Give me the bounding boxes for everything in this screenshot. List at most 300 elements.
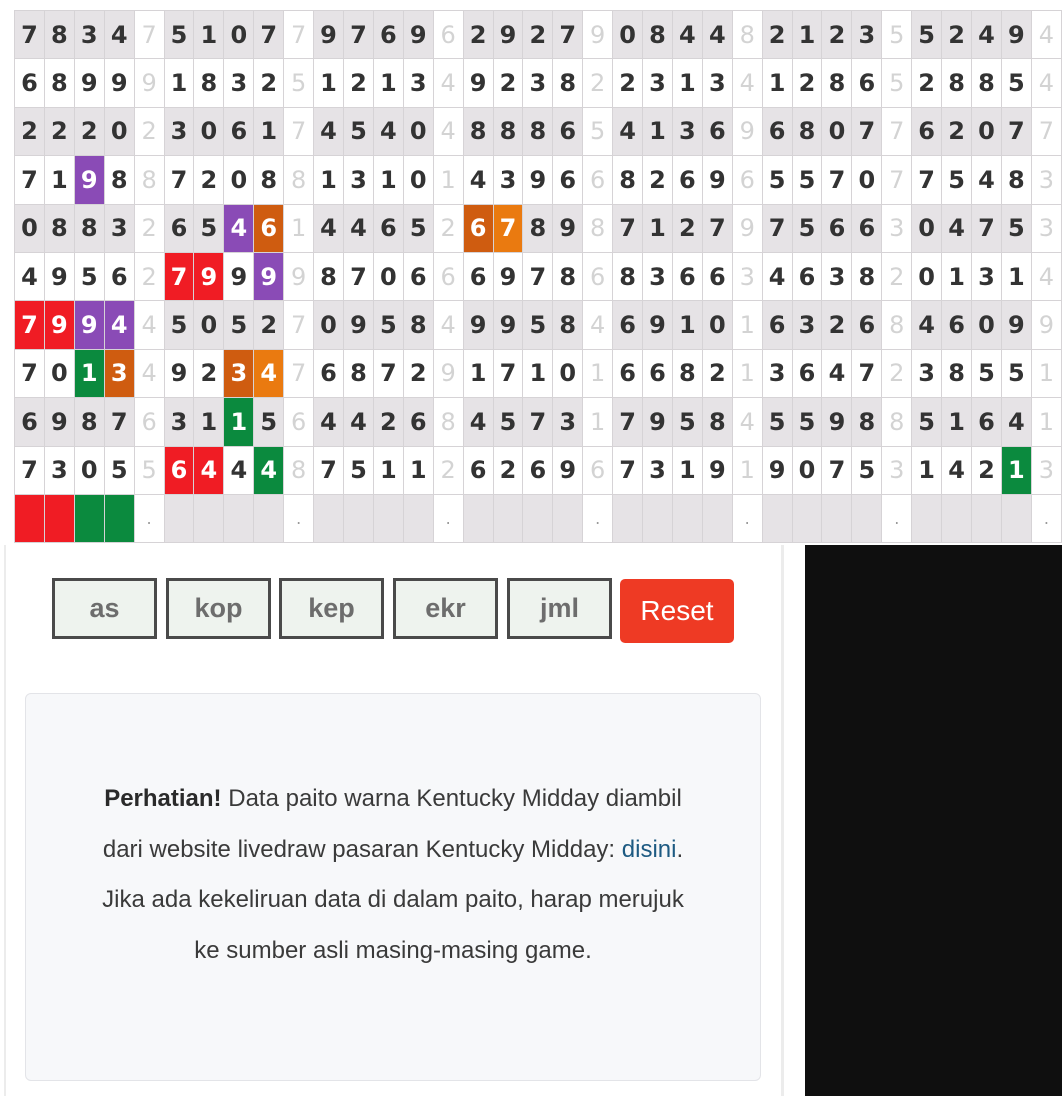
color-swatch-cell[interactable]	[912, 494, 942, 542]
color-swatch-cell[interactable]	[643, 494, 673, 542]
paito-digit-cell[interactable]: 9	[762, 446, 792, 494]
paito-digit-cell[interactable]: 2	[343, 59, 373, 107]
paito-digit-cell[interactable]: 6	[373, 11, 403, 59]
paito-digit-cell[interactable]: 4	[463, 398, 493, 446]
paito-digit-cell[interactable]: 6	[822, 204, 852, 252]
paito-digit-cell[interactable]: 1	[762, 59, 792, 107]
paito-digit-cell[interactable]: 7	[972, 204, 1002, 252]
paito-digit-cell[interactable]: 4	[194, 446, 224, 494]
paito-digit-cell[interactable]: 3	[104, 204, 134, 252]
paito-digit-cell[interactable]: 3	[164, 398, 194, 446]
paito-digit-cell[interactable]: 9	[643, 301, 673, 349]
paito-digit-cell[interactable]: 3	[224, 349, 254, 397]
paito-digit-cell[interactable]: 9	[822, 398, 852, 446]
paito-digit-cell[interactable]: 3	[224, 59, 254, 107]
paito-digit-cell[interactable]: 6	[942, 301, 972, 349]
paito-digit-cell[interactable]: 4	[343, 398, 373, 446]
color-swatch-cell[interactable]	[972, 494, 1002, 542]
paito-digit-cell[interactable]: 5	[792, 156, 822, 204]
paito-digit-cell[interactable]: 3	[702, 59, 732, 107]
paito-digit-cell[interactable]: 2	[792, 59, 822, 107]
paito-digit-cell[interactable]: 9	[44, 398, 74, 446]
paito-digit-cell[interactable]: 8	[972, 59, 1002, 107]
paito-digit-cell[interactable]: 6	[373, 204, 403, 252]
paito-digit-cell[interactable]: 9	[463, 301, 493, 349]
paito-digit-cell[interactable]: 5	[792, 204, 822, 252]
paito-digit-cell[interactable]: 5	[343, 446, 373, 494]
color-swatch-cell[interactable]	[74, 494, 104, 542]
color-swatch-cell[interactable]	[104, 494, 134, 542]
paito-digit-cell[interactable]: 7	[493, 204, 523, 252]
paito-digit-cell[interactable]: 5	[254, 398, 284, 446]
paito-digit-cell[interactable]: 4	[314, 107, 344, 155]
paito-digit-cell[interactable]: 6	[852, 59, 882, 107]
paito-digit-cell[interactable]: 1	[44, 156, 74, 204]
paito-digit-cell[interactable]: 7	[822, 446, 852, 494]
paito-digit-cell[interactable]: 5	[852, 446, 882, 494]
paito-digit-cell[interactable]: 2	[44, 107, 74, 155]
paito-digit-cell[interactable]: 4	[15, 252, 45, 300]
paito-digit-cell[interactable]: 4	[224, 204, 254, 252]
paito-digit-cell[interactable]: 4	[104, 301, 134, 349]
paito-digit-cell[interactable]: 6	[553, 156, 583, 204]
paito-digit-cell[interactable]: 2	[523, 11, 553, 59]
paito-digit-cell[interactable]: 8	[74, 398, 104, 446]
paito-digit-cell[interactable]: 7	[762, 204, 792, 252]
paito-digit-cell[interactable]: 4	[762, 252, 792, 300]
paito-digit-cell[interactable]: 5	[1001, 59, 1031, 107]
paito-digit-cell[interactable]: 8	[314, 252, 344, 300]
paito-digit-cell[interactable]: 9	[194, 252, 224, 300]
paito-digit-cell[interactable]: 4	[104, 11, 134, 59]
ekr-input[interactable]	[393, 578, 498, 639]
paito-digit-cell[interactable]: 2	[822, 11, 852, 59]
paito-digit-cell[interactable]: 6	[523, 446, 553, 494]
paito-digit-cell[interactable]: 0	[912, 204, 942, 252]
paito-digit-cell[interactable]: 6	[164, 204, 194, 252]
paito-digit-cell[interactable]: 8	[1001, 156, 1031, 204]
paito-digit-cell[interactable]: 9	[493, 11, 523, 59]
paito-digit-cell[interactable]: 0	[852, 156, 882, 204]
paito-digit-cell[interactable]: 6	[164, 446, 194, 494]
paito-digit-cell[interactable]: 0	[373, 252, 403, 300]
paito-digit-cell[interactable]: 6	[702, 107, 732, 155]
paito-digit-cell[interactable]: 9	[523, 156, 553, 204]
paito-digit-cell[interactable]: 2	[613, 59, 643, 107]
paito-digit-cell[interactable]: 7	[164, 252, 194, 300]
paito-digit-cell[interactable]: 7	[523, 398, 553, 446]
paito-digit-cell[interactable]: 0	[972, 301, 1002, 349]
paito-digit-cell[interactable]: 4	[912, 301, 942, 349]
paito-digit-cell[interactable]: 1	[792, 11, 822, 59]
paito-digit-cell[interactable]: 9	[553, 446, 583, 494]
color-swatch-cell[interactable]	[15, 494, 45, 542]
paito-digit-cell[interactable]: 2	[493, 446, 523, 494]
paito-digit-cell[interactable]: 3	[643, 252, 673, 300]
paito-digit-cell[interactable]: 2	[194, 156, 224, 204]
paito-digit-cell[interactable]: 8	[942, 349, 972, 397]
paito-digit-cell[interactable]: 9	[104, 59, 134, 107]
paito-digit-cell[interactable]: 0	[15, 204, 45, 252]
paito-digit-cell[interactable]: 7	[852, 349, 882, 397]
paito-digit-cell[interactable]: 6	[613, 301, 643, 349]
paito-digit-cell[interactable]: 6	[762, 301, 792, 349]
paito-digit-cell[interactable]: 9	[643, 398, 673, 446]
paito-digit-cell[interactable]: 9	[702, 156, 732, 204]
paito-digit-cell[interactable]: 4	[822, 349, 852, 397]
paito-digit-cell[interactable]: 5	[912, 11, 942, 59]
paito-digit-cell[interactable]: 4	[613, 107, 643, 155]
paito-digit-cell[interactable]: 9	[164, 349, 194, 397]
paito-digit-cell[interactable]: 6	[792, 252, 822, 300]
paito-digit-cell[interactable]: 8	[343, 349, 373, 397]
paito-digit-cell[interactable]: 9	[224, 252, 254, 300]
paito-digit-cell[interactable]: 6	[553, 107, 583, 155]
paito-digit-cell[interactable]: 0	[74, 446, 104, 494]
paito-digit-cell[interactable]: 8	[194, 59, 224, 107]
paito-digit-cell[interactable]: 6	[463, 204, 493, 252]
paito-digit-cell[interactable]: 3	[852, 11, 882, 59]
paito-digit-cell[interactable]: 2	[254, 301, 284, 349]
paito-digit-cell[interactable]: 1	[403, 446, 433, 494]
paito-digit-cell[interactable]: 5	[373, 301, 403, 349]
paito-digit-cell[interactable]: 0	[702, 301, 732, 349]
paito-digit-cell[interactable]: 2	[672, 204, 702, 252]
paito-digit-cell[interactable]: 3	[792, 301, 822, 349]
paito-digit-cell[interactable]: 7	[613, 446, 643, 494]
reset-button[interactable]: Reset	[620, 579, 734, 643]
paito-digit-cell[interactable]: 3	[822, 252, 852, 300]
paito-digit-cell[interactable]: 7	[314, 446, 344, 494]
paito-digit-cell[interactable]: 3	[343, 156, 373, 204]
paito-digit-cell[interactable]: 6	[314, 349, 344, 397]
paito-digit-cell[interactable]: 0	[403, 107, 433, 155]
color-swatch-cell[interactable]	[523, 494, 553, 542]
paito-digit-cell[interactable]: 4	[972, 11, 1002, 59]
paito-digit-cell[interactable]: 8	[553, 252, 583, 300]
paito-digit-cell[interactable]: 8	[463, 107, 493, 155]
paito-digit-cell[interactable]: 2	[762, 11, 792, 59]
paito-digit-cell[interactable]: 8	[613, 156, 643, 204]
paito-digit-cell[interactable]: 7	[373, 349, 403, 397]
paito-digit-cell[interactable]: 5	[972, 349, 1002, 397]
color-swatch-cell[interactable]	[254, 494, 284, 542]
paito-digit-cell[interactable]: 9	[493, 301, 523, 349]
paito-digit-cell[interactable]: 1	[643, 204, 673, 252]
paito-digit-cell[interactable]: 5	[164, 11, 194, 59]
paito-digit-cell[interactable]: 4	[672, 11, 702, 59]
jml-input[interactable]	[507, 578, 612, 639]
paito-digit-cell[interactable]: 6	[463, 252, 493, 300]
as-input[interactable]	[52, 578, 157, 639]
paito-digit-cell[interactable]: 8	[852, 398, 882, 446]
paito-digit-cell[interactable]: 7	[343, 252, 373, 300]
paito-digit-cell[interactable]: 1	[254, 107, 284, 155]
paito-digit-cell[interactable]: 2	[15, 107, 45, 155]
paito-digit-cell[interactable]: 1	[672, 446, 702, 494]
kep-input[interactable]	[279, 578, 384, 639]
paito-digit-cell[interactable]: 8	[493, 107, 523, 155]
paito-digit-cell[interactable]: 6	[104, 252, 134, 300]
paito-digit-cell[interactable]: 8	[44, 11, 74, 59]
paito-digit-cell[interactable]: 6	[643, 349, 673, 397]
paito-digit-cell[interactable]: 7	[254, 11, 284, 59]
paito-digit-cell[interactable]: 6	[672, 156, 702, 204]
color-swatch-cell[interactable]	[463, 494, 493, 542]
paito-digit-cell[interactable]: 2	[942, 107, 972, 155]
paito-digit-cell[interactable]: 8	[672, 349, 702, 397]
paito-digit-cell[interactable]: 7	[104, 398, 134, 446]
paito-digit-cell[interactable]: 8	[523, 107, 553, 155]
color-swatch-cell[interactable]	[613, 494, 643, 542]
paito-digit-cell[interactable]: 7	[15, 156, 45, 204]
paito-digit-cell[interactable]: 7	[613, 398, 643, 446]
paito-digit-cell[interactable]: 2	[702, 349, 732, 397]
paito-digit-cell[interactable]: 9	[343, 301, 373, 349]
paito-digit-cell[interactable]: 3	[972, 252, 1002, 300]
paito-digit-cell[interactable]: 4	[972, 156, 1002, 204]
paito-digit-cell[interactable]: 6	[224, 107, 254, 155]
paito-digit-cell[interactable]: 2	[373, 398, 403, 446]
paito-digit-cell[interactable]: 8	[553, 59, 583, 107]
paito-digit-cell[interactable]: 2	[194, 349, 224, 397]
paito-digit-cell[interactable]: 9	[1001, 301, 1031, 349]
color-swatch-cell[interactable]	[194, 494, 224, 542]
paito-digit-cell[interactable]: 7	[493, 349, 523, 397]
paito-digit-cell[interactable]: 1	[1001, 252, 1031, 300]
color-swatch-cell[interactable]	[702, 494, 732, 542]
paito-digit-cell[interactable]: 3	[493, 156, 523, 204]
paito-digit-cell[interactable]: 6	[852, 204, 882, 252]
color-swatch-cell[interactable]	[343, 494, 373, 542]
paito-digit-cell[interactable]: 7	[822, 156, 852, 204]
paito-digit-cell[interactable]: 5	[224, 301, 254, 349]
paito-digit-cell[interactable]: 2	[254, 59, 284, 107]
paito-digit-cell[interactable]: 4	[1001, 398, 1031, 446]
paito-digit-cell[interactable]: 6	[972, 398, 1002, 446]
paito-digit-cell[interactable]: 0	[912, 252, 942, 300]
paito-digit-cell[interactable]: 5	[1001, 349, 1031, 397]
color-swatch-cell[interactable]	[1001, 494, 1031, 542]
paito-digit-cell[interactable]: 4	[373, 107, 403, 155]
paito-digit-cell[interactable]: 6	[852, 301, 882, 349]
color-swatch-cell[interactable]	[942, 494, 972, 542]
paito-digit-cell[interactable]: 9	[44, 301, 74, 349]
paito-digit-cell[interactable]: 0	[822, 107, 852, 155]
paito-digit-cell[interactable]: 4	[463, 156, 493, 204]
paito-digit-cell[interactable]: 3	[912, 349, 942, 397]
paito-digit-cell[interactable]: 7	[702, 204, 732, 252]
paito-digit-cell[interactable]: 7	[852, 107, 882, 155]
paito-digit-cell[interactable]: 5	[74, 252, 104, 300]
paito-digit-cell[interactable]: 1	[643, 107, 673, 155]
paito-digit-cell[interactable]: 3	[643, 59, 673, 107]
paito-digit-cell[interactable]: 8	[74, 204, 104, 252]
paito-digit-cell[interactable]: 1	[373, 156, 403, 204]
color-swatch-cell[interactable]	[44, 494, 74, 542]
paito-digit-cell[interactable]: 9	[74, 156, 104, 204]
paito-digit-cell[interactable]: 1	[314, 59, 344, 107]
paito-digit-cell[interactable]: 1	[912, 446, 942, 494]
paito-digit-cell[interactable]: 1	[1001, 446, 1031, 494]
paito-digit-cell[interactable]: 8	[553, 301, 583, 349]
paito-digit-cell[interactable]: 3	[523, 59, 553, 107]
paito-digit-cell[interactable]: 5	[403, 204, 433, 252]
paito-digit-cell[interactable]: 0	[224, 156, 254, 204]
color-swatch-cell[interactable]	[164, 494, 194, 542]
paito-digit-cell[interactable]: 1	[314, 156, 344, 204]
color-swatch-cell[interactable]	[493, 494, 523, 542]
paito-digit-cell[interactable]: 1	[463, 349, 493, 397]
paito-digit-cell[interactable]: 1	[672, 59, 702, 107]
paito-digit-cell[interactable]: 6	[613, 349, 643, 397]
paito-digit-cell[interactable]: 1	[942, 398, 972, 446]
paito-digit-cell[interactable]: 1	[373, 59, 403, 107]
paito-digit-cell[interactable]: 9	[254, 252, 284, 300]
paito-digit-cell[interactable]: 8	[822, 59, 852, 107]
paito-digit-cell[interactable]: 6	[672, 252, 702, 300]
paito-digit-cell[interactable]: 8	[852, 252, 882, 300]
paito-digit-cell[interactable]: 1	[224, 398, 254, 446]
paito-digit-cell[interactable]: 0	[194, 301, 224, 349]
paito-digit-cell[interactable]: 5	[194, 204, 224, 252]
color-swatch-cell[interactable]	[672, 494, 702, 542]
paito-digit-cell[interactable]: 8	[104, 156, 134, 204]
color-swatch-cell[interactable]	[314, 494, 344, 542]
paito-digit-cell[interactable]: 7	[553, 11, 583, 59]
paito-digit-cell[interactable]: 8	[942, 59, 972, 107]
paito-digit-cell[interactable]: 7	[912, 156, 942, 204]
paito-digit-cell[interactable]: 7	[613, 204, 643, 252]
paito-digit-cell[interactable]: 9	[553, 204, 583, 252]
paito-digit-cell[interactable]: 8	[523, 204, 553, 252]
color-swatch-cell[interactable]	[403, 494, 433, 542]
paito-digit-cell[interactable]: 7	[523, 252, 553, 300]
paito-digit-cell[interactable]: 0	[403, 156, 433, 204]
paito-digit-cell[interactable]: 4	[942, 446, 972, 494]
paito-digit-cell[interactable]: 6	[403, 252, 433, 300]
paito-digit-cell[interactable]: 7	[15, 349, 45, 397]
paito-digit-cell[interactable]: 9	[463, 59, 493, 107]
paito-digit-cell[interactable]: 0	[314, 301, 344, 349]
paito-digit-cell[interactable]: 9	[74, 59, 104, 107]
paito-digit-cell[interactable]: 4	[254, 446, 284, 494]
paito-digit-cell[interactable]: 0	[553, 349, 583, 397]
paito-digit-cell[interactable]: 4	[224, 446, 254, 494]
color-swatch-cell[interactable]	[852, 494, 882, 542]
paito-digit-cell[interactable]: 1	[194, 398, 224, 446]
color-swatch-cell[interactable]	[822, 494, 852, 542]
paito-digit-cell[interactable]: 9	[403, 11, 433, 59]
paito-digit-cell[interactable]: 0	[613, 11, 643, 59]
paito-digit-cell[interactable]: 4	[343, 204, 373, 252]
paito-digit-cell[interactable]: 1	[523, 349, 553, 397]
paito-digit-cell[interactable]: 9	[702, 446, 732, 494]
paito-digit-cell[interactable]: 8	[643, 11, 673, 59]
paito-digit-cell[interactable]: 8	[613, 252, 643, 300]
paito-digit-cell[interactable]: 8	[792, 107, 822, 155]
source-link[interactable]: disini	[621, 835, 677, 863]
paito-digit-cell[interactable]: 1	[74, 349, 104, 397]
paito-digit-cell[interactable]: 1	[373, 446, 403, 494]
paito-digit-cell[interactable]: 2	[643, 156, 673, 204]
paito-digit-cell[interactable]: 3	[672, 107, 702, 155]
paito-digit-cell[interactable]: 6	[792, 349, 822, 397]
paito-digit-cell[interactable]: 8	[702, 398, 732, 446]
paito-digit-cell[interactable]: 6	[254, 204, 284, 252]
paito-digit-cell[interactable]: 7	[15, 446, 45, 494]
paito-digit-cell[interactable]: 6	[15, 398, 45, 446]
paito-digit-cell[interactable]: 4	[702, 11, 732, 59]
paito-digit-cell[interactable]: 3	[643, 446, 673, 494]
paito-digit-cell[interactable]: 3	[762, 349, 792, 397]
paito-digit-cell[interactable]: 5	[1001, 204, 1031, 252]
paito-digit-cell[interactable]: 0	[972, 107, 1002, 155]
paito-digit-cell[interactable]: 2	[972, 446, 1002, 494]
paito-digit-cell[interactable]: 9	[74, 301, 104, 349]
color-swatch-cell[interactable]	[553, 494, 583, 542]
paito-digit-cell[interactable]: 5	[762, 398, 792, 446]
color-swatch-cell[interactable]	[224, 494, 254, 542]
paito-digit-cell[interactable]: 1	[942, 252, 972, 300]
paito-digit-cell[interactable]: 3	[104, 349, 134, 397]
paito-digit-cell[interactable]: 5	[792, 398, 822, 446]
paito-digit-cell[interactable]: 8	[44, 204, 74, 252]
paito-digit-cell[interactable]: 8	[254, 156, 284, 204]
paito-digit-cell[interactable]: 0	[104, 107, 134, 155]
paito-digit-cell[interactable]: 7	[1001, 107, 1031, 155]
paito-digit-cell[interactable]: 2	[912, 59, 942, 107]
paito-digit-cell[interactable]: 9	[1001, 11, 1031, 59]
paito-digit-cell[interactable]: 7	[15, 11, 45, 59]
paito-digit-cell[interactable]: 2	[942, 11, 972, 59]
paito-digit-cell[interactable]: 6	[15, 59, 45, 107]
paito-digit-cell[interactable]: 9	[44, 252, 74, 300]
paito-digit-cell[interactable]: 5	[523, 301, 553, 349]
paito-digit-cell[interactable]: 6	[762, 107, 792, 155]
paito-digit-cell[interactable]: 4	[254, 349, 284, 397]
paito-digit-cell[interactable]: 3	[164, 107, 194, 155]
color-swatch-cell[interactable]	[792, 494, 822, 542]
color-swatch-cell[interactable]	[762, 494, 792, 542]
paito-digit-cell[interactable]: 9	[493, 252, 523, 300]
paito-digit-cell[interactable]: 2	[493, 59, 523, 107]
paito-digit-cell[interactable]: 5	[164, 301, 194, 349]
paito-digit-cell[interactable]: 2	[463, 11, 493, 59]
paito-digit-cell[interactable]: 5	[493, 398, 523, 446]
paito-digit-cell[interactable]: 0	[224, 11, 254, 59]
paito-digit-cell[interactable]: 9	[314, 11, 344, 59]
paito-digit-cell[interactable]: 4	[314, 398, 344, 446]
paito-digit-cell[interactable]: 3	[44, 446, 74, 494]
paito-digit-cell[interactable]: 7	[164, 156, 194, 204]
paito-digit-cell[interactable]: 2	[822, 301, 852, 349]
paito-digit-cell[interactable]: 1	[194, 11, 224, 59]
paito-digit-cell[interactable]: 4	[314, 204, 344, 252]
paito-digit-cell[interactable]: 1	[164, 59, 194, 107]
paito-digit-cell[interactable]: 6	[463, 446, 493, 494]
color-swatch-cell[interactable]	[373, 494, 403, 542]
paito-digit-cell[interactable]: 5	[104, 446, 134, 494]
paito-digit-cell[interactable]: 5	[912, 398, 942, 446]
paito-digit-cell[interactable]: 8	[403, 301, 433, 349]
paito-digit-cell[interactable]: 6	[912, 107, 942, 155]
paito-digit-cell[interactable]: 3	[553, 398, 583, 446]
paito-digit-cell[interactable]: 5	[942, 156, 972, 204]
paito-digit-cell[interactable]: 1	[672, 301, 702, 349]
kop-input[interactable]	[166, 578, 271, 639]
paito-digit-cell[interactable]: 7	[15, 301, 45, 349]
